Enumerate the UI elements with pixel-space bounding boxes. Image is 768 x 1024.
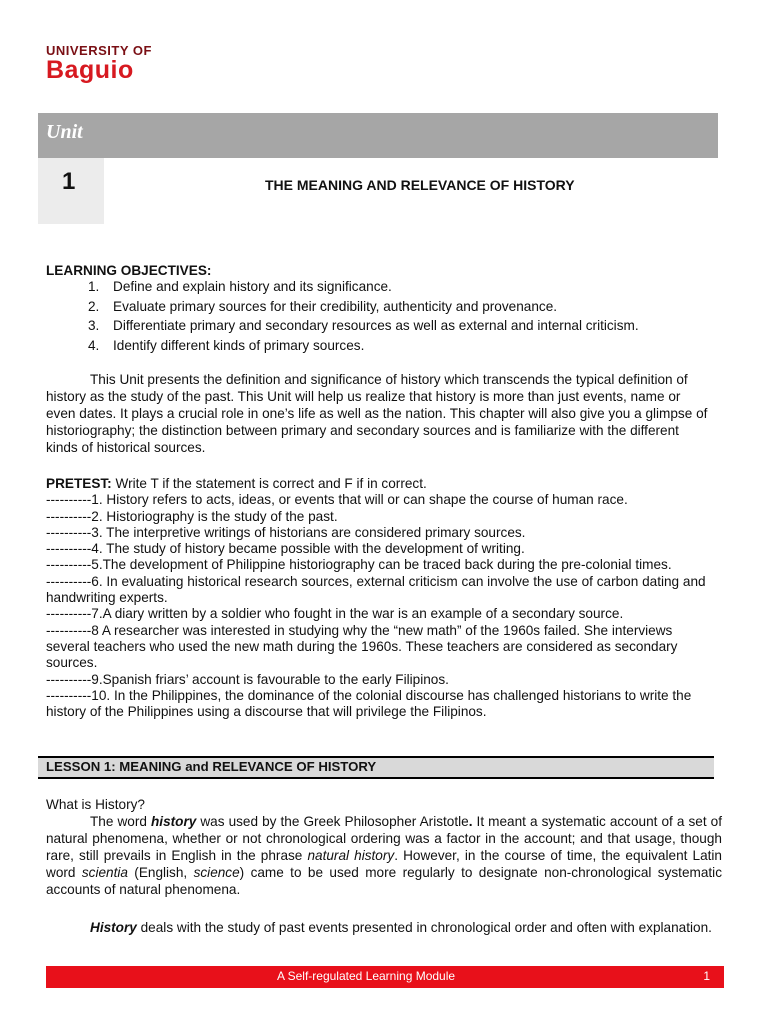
unit-number-box [38,158,104,224]
objectives-heading: LEARNING OBJECTIVES: [46,263,212,278]
objective-item: 3. Differentiate primary and secondary resources as well as external and internal criticism. [88,318,639,333]
unit-header-bar [38,113,718,158]
intro-line: This Unit presents the definition and significance of history which transcends the typical definition of [90,372,688,387]
intro-line: kinds of historical sources. [46,440,206,455]
term-science: science [193,865,240,880]
pretest-section [46,476,722,720]
pretest-line: several teachers who used the new math during the 1960s. These teachers are considered as secondary [46,638,678,654]
pretest-line: ----------8 A researcher was interested in studying why the “new math” of the 1960s failed. She interviews [46,622,673,638]
objective-item: 4. Identify different kinds of primary sources. [88,337,365,353]
pretest-line: ----------1. History refers to acts, ideas, or events that will or can shape the course of human race. [46,492,628,508]
term-history-def: History [90,920,137,935]
intro-line: history as the study of the past. This Unit will help us realize that history is more than just events, name or [46,389,681,404]
unit-number: 1 [62,168,76,195]
university-logo [46,44,152,82]
lesson-title: LESSON 1: MEANING and RELEVANCE OF HISTORY [46,759,377,774]
pretest-line: ----------9.Spanish friars’ account is favourable to the early Filipinos. [46,671,449,687]
objective-item: 2. Evaluate primary sources for their credibility, authenticity and provenance. [88,298,558,314]
section-question: What is History? [46,797,145,812]
logo-line2: Baguio [46,56,134,84]
pretest-line: handwriting experts. [46,590,168,606]
pretest-line: ----------7.A diary written by a soldier who fought in the war is an example of a secondary source. [46,606,624,622]
pretest-line: history of the Philippines using a discourse that will privilege the Filipinos. [46,704,487,720]
history-word-paragraph: The word history was used by the Greek Philosopher Aristotle. It meant a systematic account of a set of natural phenomena, whether or not chronological ordering was a factor in the account; and that usage, though rare, still prevails in English in the phrase natural history. However, in the course of time, the equivalent Latin word scientia (English, science) came to be used more regularly to designate non-chronological systematic accounts of natural phenomena. [46,814,722,897]
footer-text: A Self-regulated Learning Module [276,969,456,983]
lesson-header-bar [38,756,714,779]
intro-paragraph [46,371,722,456]
pretest-label: PRETEST: [46,476,112,491]
term-natural-history: natural history [307,848,395,863]
pretest-line: ----------3. The interpretive writings of historians are considered primary sources. [46,524,526,540]
pretest-instruction: PRETEST: Write T if the statement is correct and F if in correct. [46,476,427,491]
logo-line1: UNIVERSITY OF [46,43,152,58]
history-definition: History deals with the study of past events presented in chronological order and often with explanation. [90,920,712,935]
intro-line: historiography; the distinction between primary and secondary sources and is familiarize with the different [46,423,679,438]
term-history: history [150,814,197,829]
pretest-line: ----------5.The development of Philippine historiography can be traced back during the pre-colonial times. [46,557,672,573]
pretest-line: ----------10. In the Philippines, the dominance of the colonial discourse has challenged historians to write the [46,687,692,703]
page-footer [46,966,724,988]
intro-line: even dates. It plays a crucial role in one’s life as well as the nation. This chapter will also give you a glimpse of [46,406,708,421]
unit-label: Unit [46,121,83,143]
pretest-line: sources. [46,655,98,671]
objectives-list [88,278,728,356]
pretest-line: ----------6. In evaluating historical research sources, external criticism can involve the use of carbon dating and [46,573,706,589]
page-number: 1 [703,969,710,983]
objective-item: 1. Define and explain history and its significance. [88,279,392,294]
pretest-line: ----------2. Historiography is the study of the past. [46,508,338,524]
unit-title: THE MEANING AND RELEVANCE OF HISTORY [265,177,575,193]
term-scientia: scientia [81,865,128,880]
pretest-line: ----------4. The study of history became possible with the development of writing. [46,541,525,557]
